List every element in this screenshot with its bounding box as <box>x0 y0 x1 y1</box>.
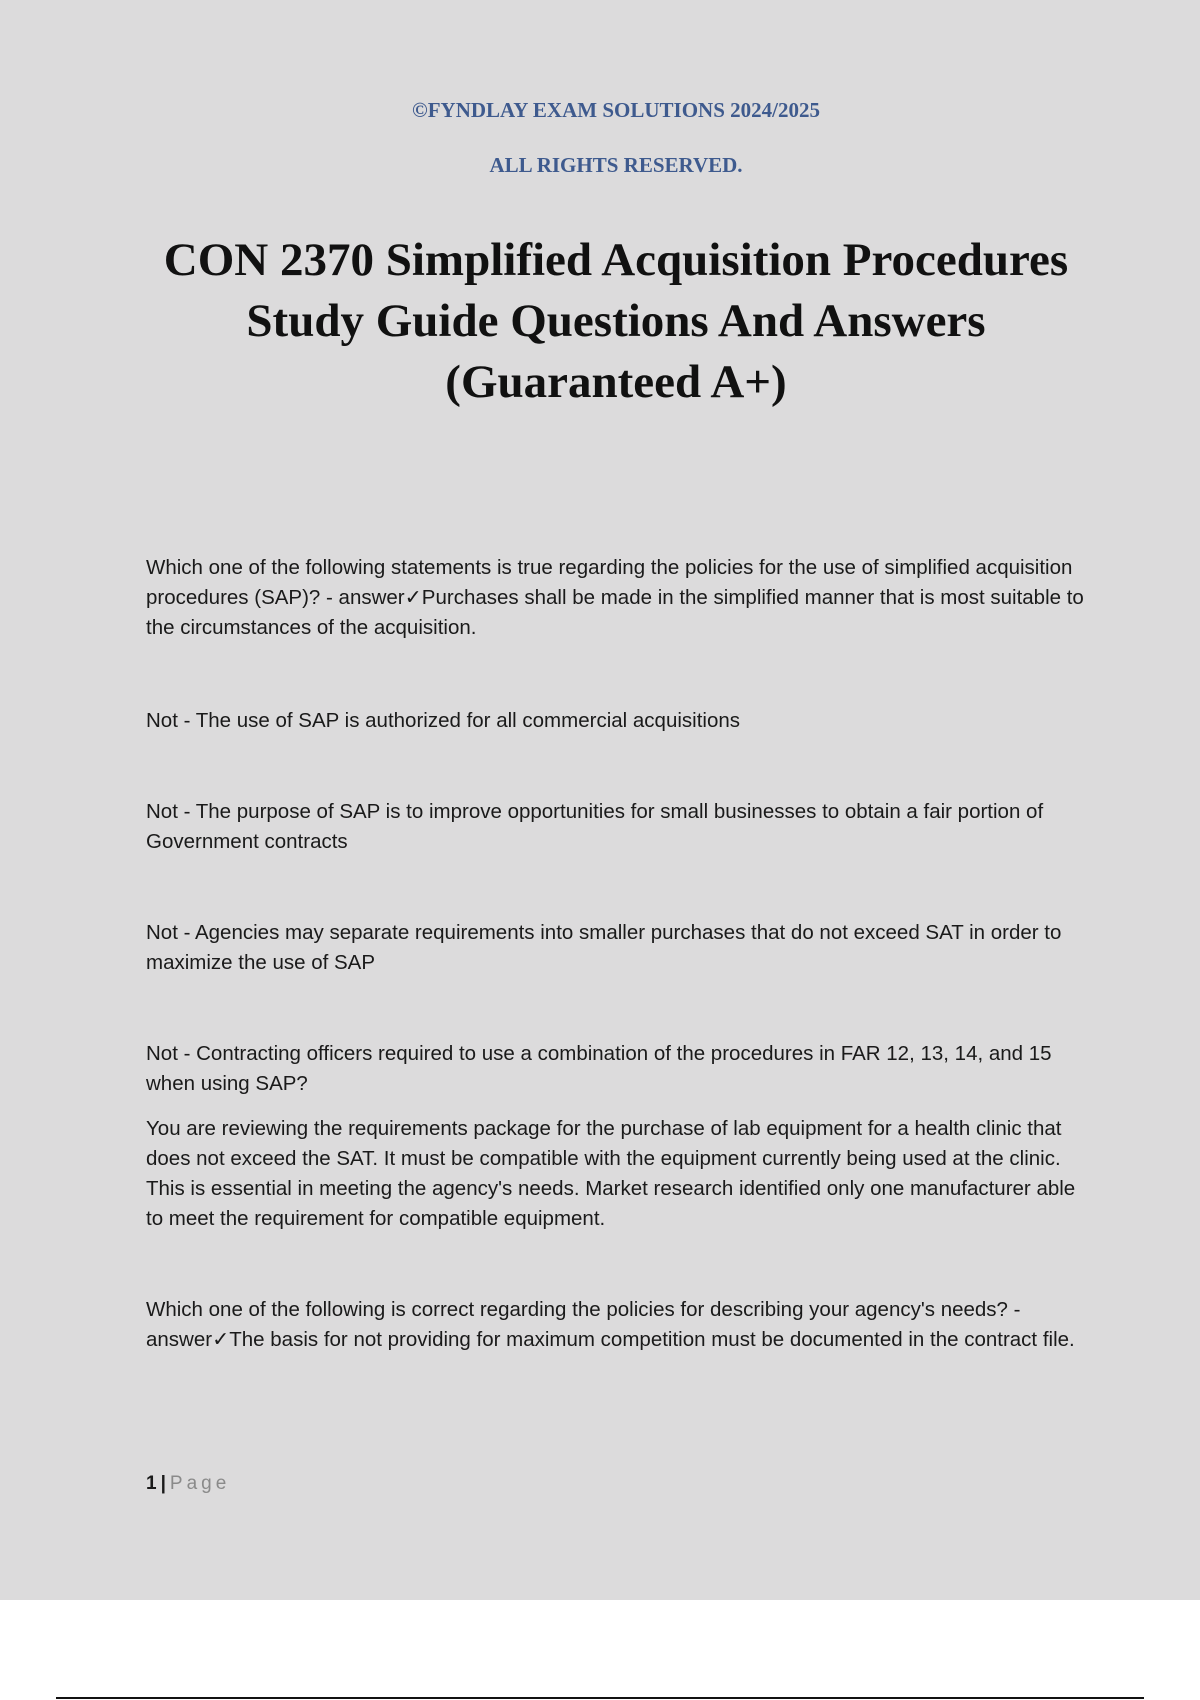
distractor-paragraph: Not - The purpose of SAP is to improve opportunities for small businesses to obtain a fair portion of Government contracts <box>146 800 1044 853</box>
page-label: Page <box>169 1473 231 1494</box>
title-line-3: (Guaranteed A+) <box>445 356 787 408</box>
distractor-paragraph: Not - Contracting officers required to use a combination of the procedures in FAR 12, 13, 14, and 15 when using SAP? <box>146 1042 1052 1095</box>
copyright-header: ©FYNDLAY EXAM SOLUTIONS 2024/2025 <box>412 98 820 122</box>
document-title <box>0 230 1200 413</box>
distractor-paragraph: Not - The use of SAP is authorized for all commercial acquisitions <box>146 709 741 732</box>
title-line-2: Study Guide Questions And Answers <box>246 295 986 347</box>
rights-reserved-header: ALL RIGHTS RESERVED. <box>489 153 743 177</box>
scenario-paragraph: You are reviewing the requirements package for the purchase of lab equipment for a health clinic that does not exceed the SAT. It must be compatible with the equipment currently being used at the clinic. This is essential in meeting the agency's needs. Market research identified only one manufacturer able to meet the requirement for compatible equipment. <box>146 1117 1076 1230</box>
page-footer <box>146 1473 230 1495</box>
bottom-rule <box>56 1697 1144 1699</box>
title-line-1: CON 2370 Simplified Acquisition Procedures <box>163 234 1069 286</box>
distractor-paragraph: Not - Agencies may separate requirements into smaller purchases that do not exceed SAT in order to maximize the use of SAP <box>146 921 1062 974</box>
question-paragraph: Which one of the following is correct regarding the policies for describing your agency's needs? - answer✓The basis for not providing for maximum competition must be documented in the contract file. <box>146 1298 1075 1351</box>
question-paragraph: Which one of the following statements is true regarding the policies for the use of simplified acquisition procedures (SAP)? - answer✓Purchases shall be made in the simplified manner that is most suitable to the circumstances of the acquisition. <box>146 556 1084 639</box>
page-number: 1 <box>146 1473 157 1494</box>
footer-separator: | <box>160 1473 166 1494</box>
